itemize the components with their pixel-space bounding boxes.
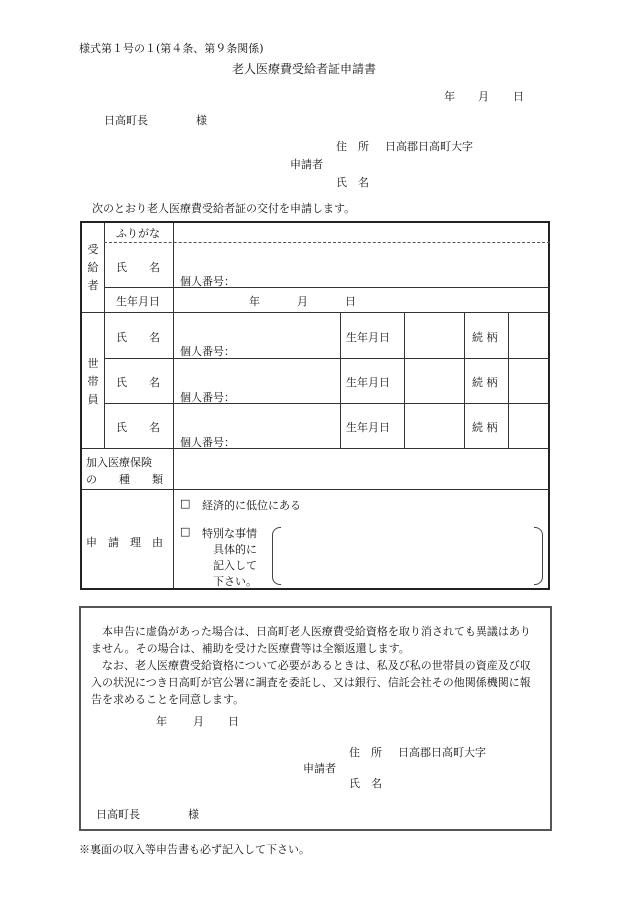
reason-1-checkbox[interactable]: □ [180,497,191,510]
footer-note: ※裏面の収入等申告書も必ず記入して下さい。 [79,843,310,856]
consent-addressee: 日高町長 [96,808,140,821]
member-relation-label: 続 柄 [472,421,498,434]
consent-date-year: 年 [156,715,167,728]
member-birth-label: 生年月日 [346,421,390,434]
reason-detail-bracket-left[interactable] [272,527,281,585]
member-birth-label: 生年月日 [346,376,390,389]
applicant-label: 申請者 [290,158,323,171]
form-title: 老人医療費受給者証申請書 [232,62,377,76]
consent-paragraph-2: なお、老人医療費受給資格について必要があるときは、私及び私の世帯員の資産及び収入の状況につき日高町が官公署に調査を委託し、又は銀行、信託会社その他関係機関に報告を求めることを同意します。 [91,659,531,706]
member-my-number-label: 個人番号： [180,436,235,449]
insurance-label: 加入医療保険 [86,456,152,469]
birth-day: 日 [345,295,356,308]
date-year: 年 [444,90,455,103]
reason-2-label: 特別な事情 [202,527,257,540]
name-label: 氏 名 [336,176,369,189]
furigana-label: ふりがな [116,227,160,240]
consent-date-day: 日 [228,715,239,728]
consent-box [79,606,552,831]
birth-year: 年 [249,295,260,308]
form-number: 様式第１号の１(第４条、第９条関係) [79,42,264,55]
intro-text: 次のとおり老人医療費受給者証の交付を申請します。 [92,202,356,215]
reason-2-note-1: 具体的に [213,543,257,556]
recipient-name-label: 氏 名 [116,261,160,274]
consent-applicant-label: 申請者 [303,762,336,775]
member-name-label: 氏 名 [116,331,160,344]
application-form-table [80,221,550,590]
reason-2-note-2: 記入して [213,559,257,572]
member-name-label: 氏 名 [116,376,160,389]
consent-address-label: 住 所 [349,746,382,759]
addressee-suffix: 様 [196,114,207,127]
consent-name-label: 氏 名 [349,777,382,790]
household-header: 世帯員 [87,357,99,406]
member-my-number-label: 個人番号： [180,391,235,404]
address-label: 住 所 [336,140,369,153]
member-my-number-label: 個人番号： [180,345,235,358]
consent-paragraph-1: 本申告に虚偽があった場合は、日高町老人医療費受給資格を取り消されても異議はありません。その場合は、補助を受けた医療費等は全額返還します。 [91,625,531,655]
address-value: 日高郡日高町大字 [385,140,473,153]
member-name-label: 氏 名 [116,421,160,434]
member-birth-label: 生年月日 [346,331,390,344]
consent-date-month: 月 [193,715,204,728]
recipient-header: 受給者 [87,243,99,292]
consent-address-value: 日高郡日高町大字 [398,746,486,759]
recipient-birth-label: 生年月日 [116,295,160,308]
member-relation-label: 続 柄 [472,376,498,389]
birth-month: 月 [297,295,308,308]
member-relation-label: 続 柄 [472,331,498,344]
reason-label: 申 請 理 由 [86,536,163,549]
insurance-label-2: の 種 類 [86,473,163,486]
recipient-my-number-label: 個人番号： [180,275,235,288]
reason-detail-bracket-right [534,527,543,585]
reason-2-checkbox[interactable]: □ [180,525,191,538]
furigana-field[interactable] [175,223,547,241]
addressee: 日高町長 [104,114,148,127]
consent-addressee-suffix: 様 [188,808,199,821]
reason-1-label: 経済的に低位にある [202,499,301,512]
date-month: 月 [478,90,489,103]
date-day: 日 [513,90,524,103]
reason-2-note-3: 下さい。 [213,575,257,588]
